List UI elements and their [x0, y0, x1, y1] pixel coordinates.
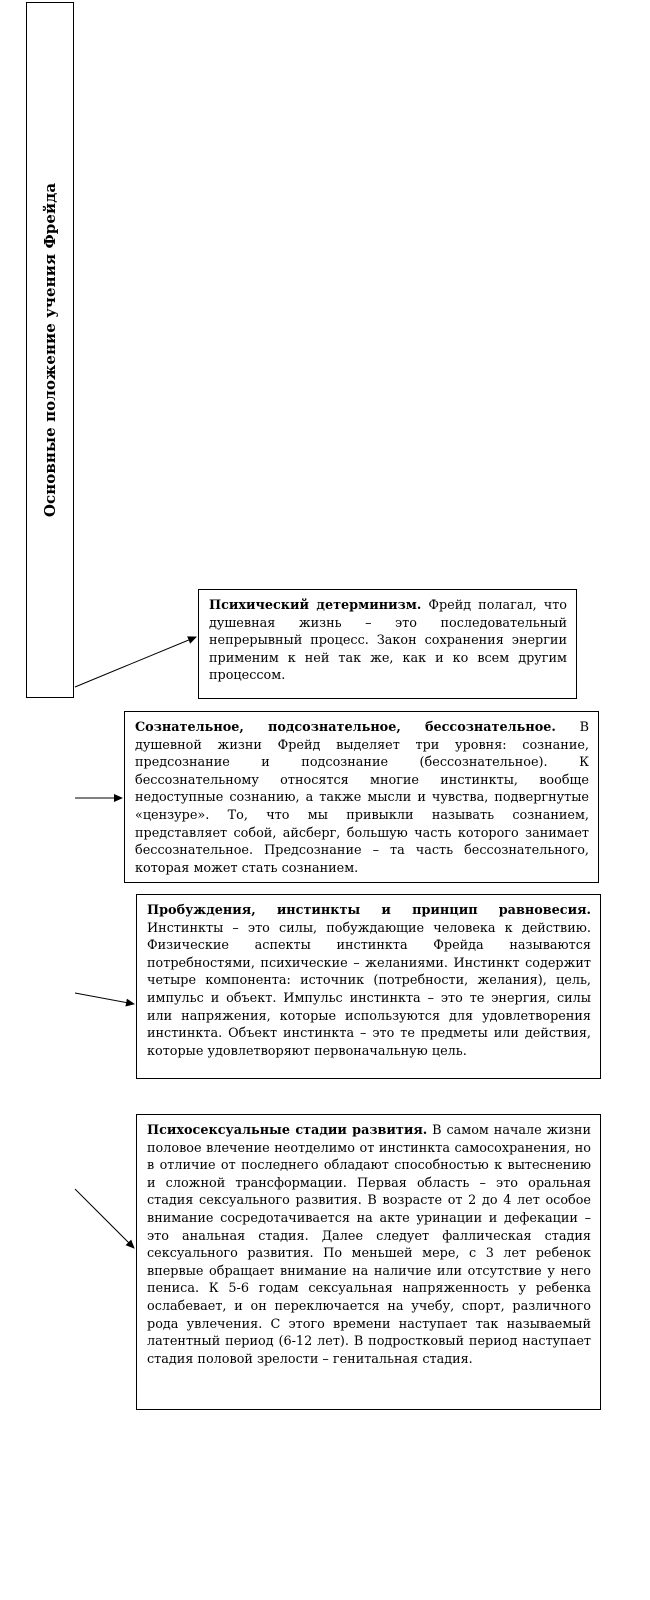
arrow-to-block-3 [75, 993, 134, 1004]
block-text: В душевной жизни Фрейд выделяет три уровня: сознание, предсознание и подсознание (бессознательное). К бессознательному относятся многие инстинкты, вообще недоступные сознанию, а также мысли и чувства, подвергнутые «цензуре». То, что мы привыкли называть сознанием, представляет собой, айсберг, большую часть которого занимает бессознательное. Предсознание – та часть бессознательного, которая может стать сознанием. [135, 720, 589, 876]
block-text: В самом начале жизни половое влечение неотделимо от инстинкта самосохранения, но в отличие от последнего обладают способностью к вытеснению и сложной трансформации. Первая область – это оральная стадия сексуального развития. В возрасте от 2 до 4 лет особое внимание сосредотачивается на акте уринации и дефекации – это анальная стадия. Далее следует фаллическая стадия сексуального развития. По меньшей мере, с 3 лет ребенок впервые обращает внимание на наличие или отсутствие у него пениса. К 5-6 годам сексуальная напряженность у ребенка ослабевает, и он переключается на учебу, спорт, различного рода увлечения. С этого времени наступает так называемый латентный период (6-12 лет). В подростковый период наступает стадия половой зрелости – генитальная стадия. [147, 1123, 591, 1367]
arrow-to-block-4 [75, 1189, 134, 1248]
block-heading: Пробуждения, инстинкты и принцип равновесия. [147, 903, 591, 918]
block-text: Инстинкты – это силы, побуждающие человека к действию. Физические аспекты инстинкта Фрейда называются потребностями, психические – желаниями. Инстинкт содержит четыре компонента: источник (потребности, желания), цель, импульс и объект. Импульс инстинкта – это те энергия, силы или напряжения, которые используются для удовлетворения инстинкта. Объект инстинкта – это те предметы или действия, которые удовлетворяют первоначальную цель. [147, 920, 591, 1059]
block-heading: Психосексуальные стадии развития. [147, 1123, 428, 1138]
block-heading: Психический детерминизм. [209, 598, 422, 613]
block-text: Фрейд полагал, что душевная жизнь – это последовательный непрерывный процесс. Закон сохранения энергии применим к ней так же, как и ко всем другим процессом. [209, 598, 567, 684]
block-heading: Сознательное, подсознательное, бессознательное. [135, 720, 556, 735]
arrow-to-block-1 [75, 637, 196, 687]
diagram-title: Основные положение учения Фрейда [41, 182, 60, 518]
